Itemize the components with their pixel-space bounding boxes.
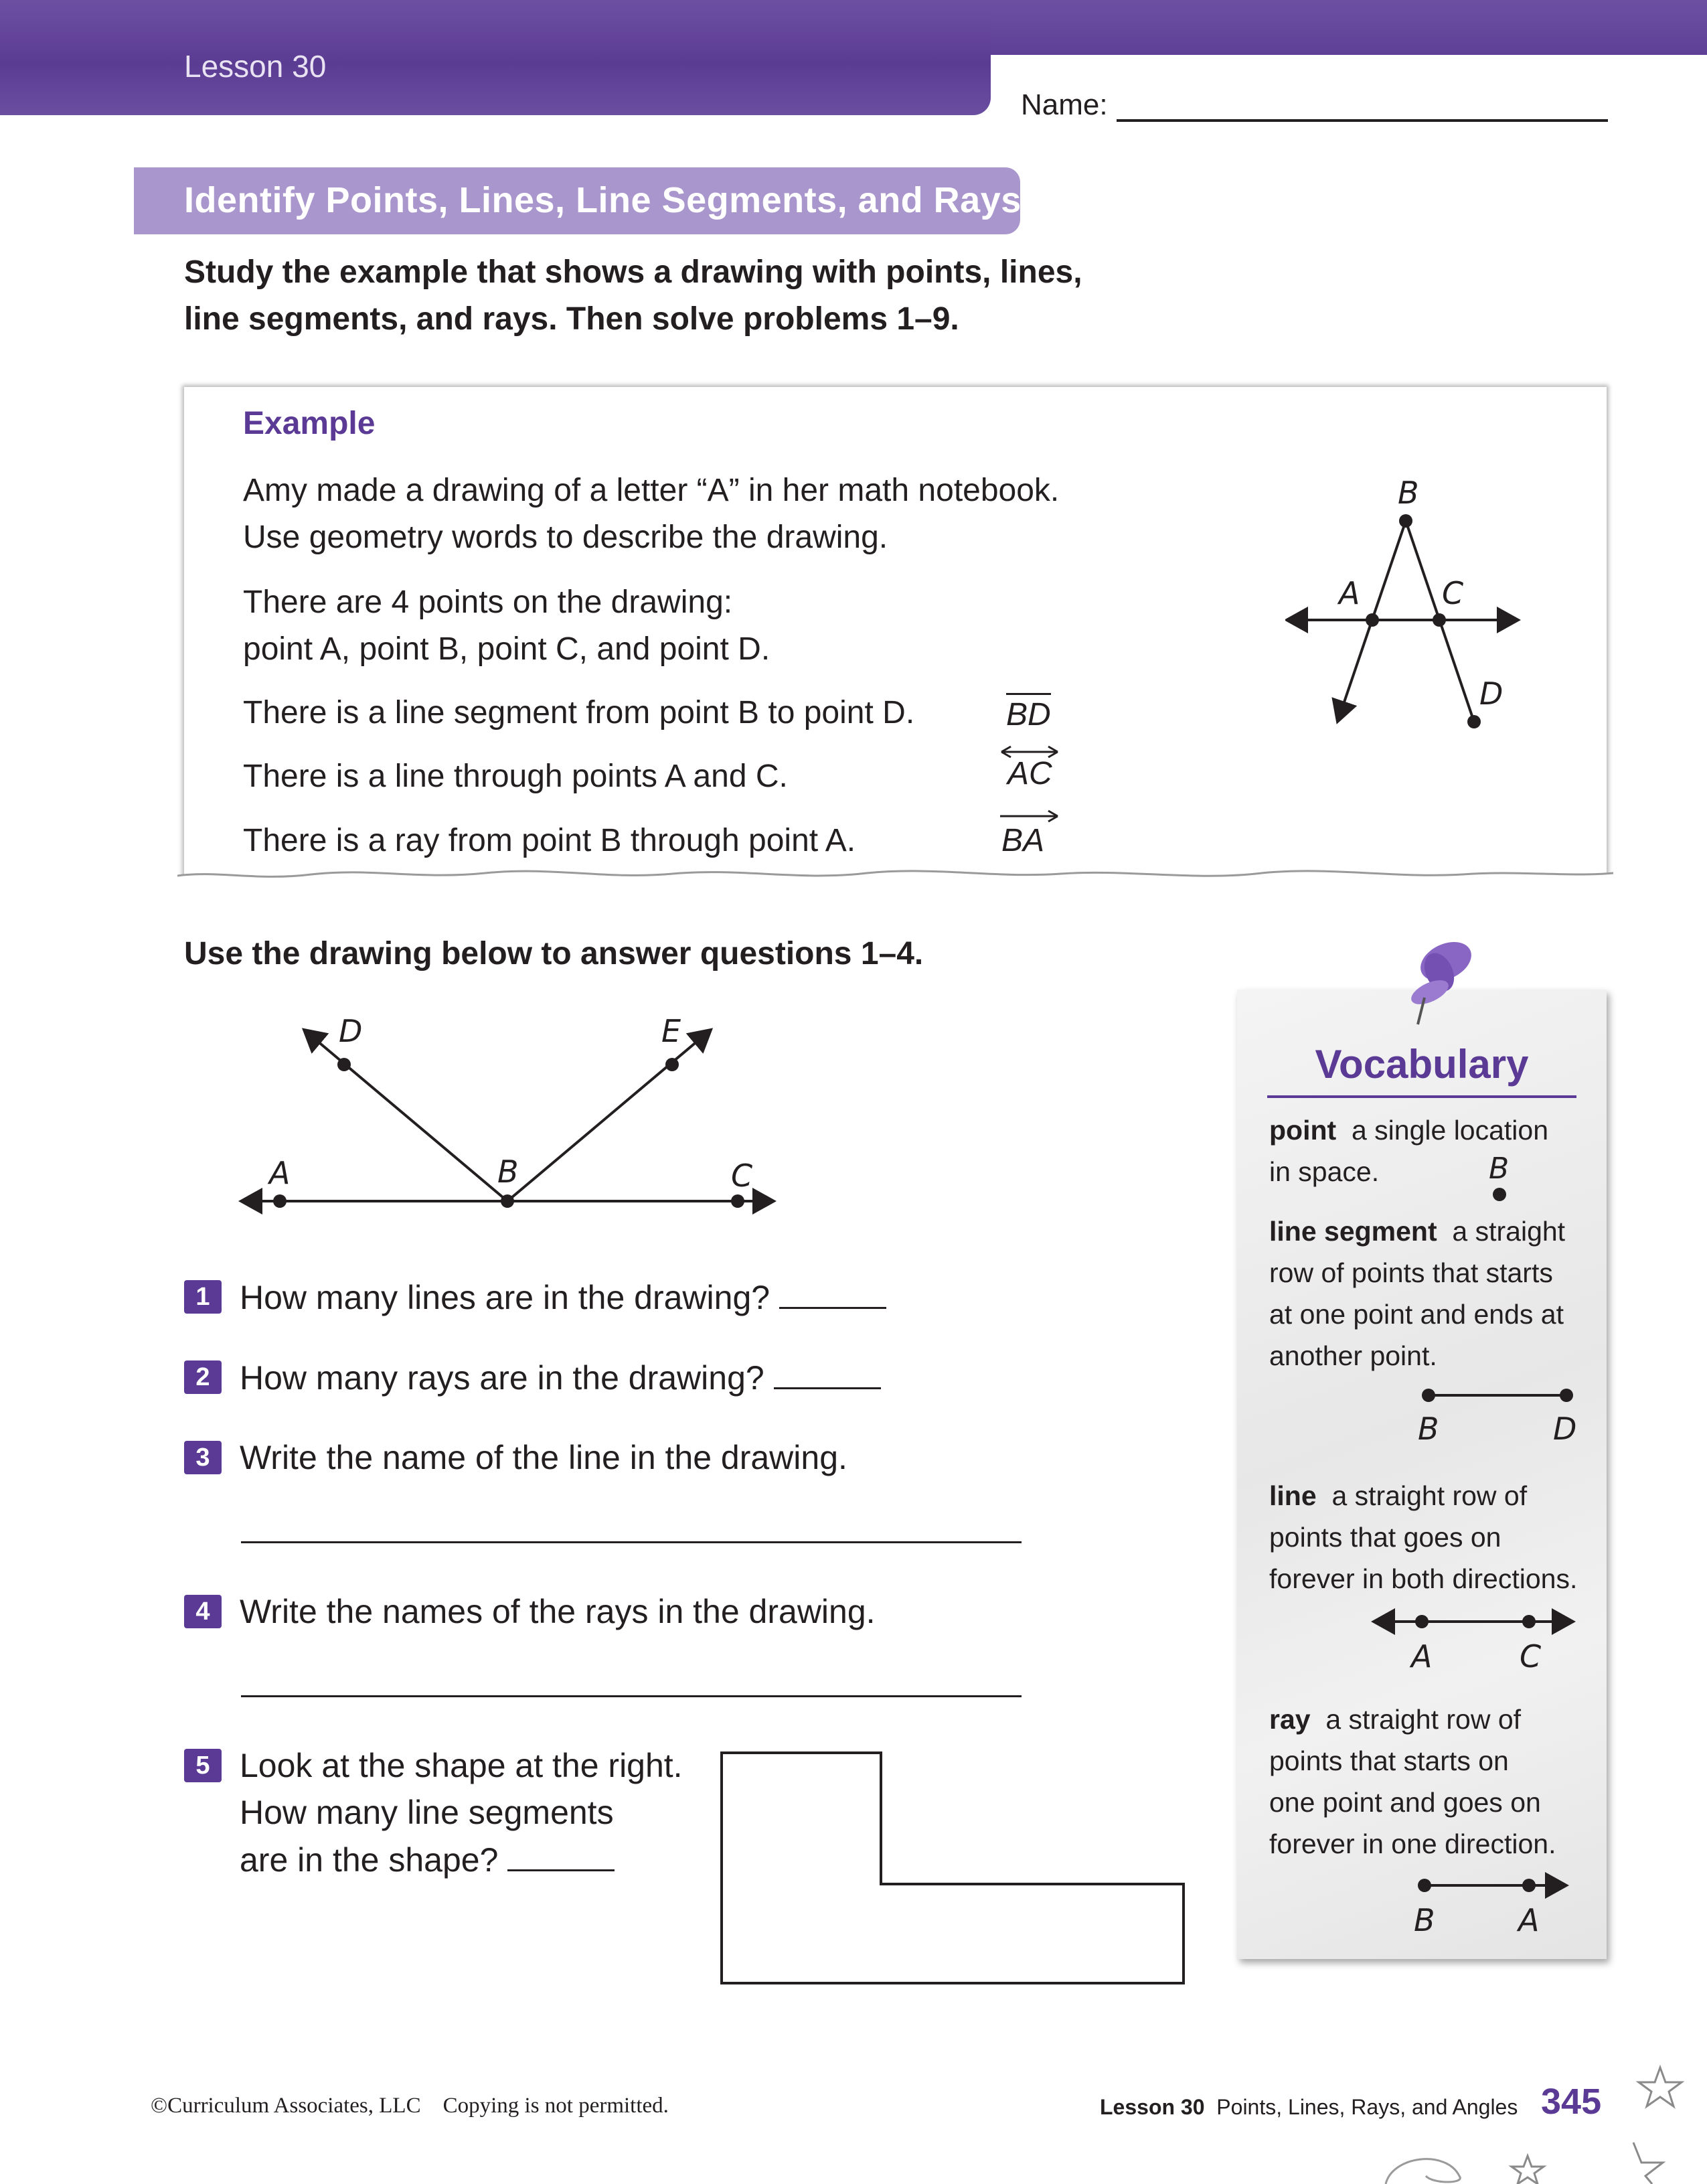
- vocab-line-term: line: [1269, 1480, 1317, 1511]
- vocab-segment-figure: [1406, 1379, 1593, 1453]
- label-a: A: [269, 1155, 291, 1191]
- vocab-point-dot: [1493, 1188, 1506, 1201]
- point-b: [501, 1194, 514, 1208]
- label-a: A: [1339, 575, 1360, 611]
- answer-blank-2[interactable]: [774, 1354, 881, 1389]
- point-a: [273, 1194, 287, 1208]
- example-points-line-1: There are 4 points on the drawing:: [243, 584, 733, 620]
- label-c: C: [731, 1158, 753, 1194]
- label-b: B: [497, 1154, 519, 1190]
- questions-drawing: [234, 1011, 783, 1225]
- label-d: D: [1479, 676, 1503, 712]
- intro-line-1: Study the example that shows a drawing with points, lines,: [184, 254, 1082, 290]
- vocab-line-def-1: a straight row of: [1331, 1480, 1528, 1511]
- label-b: B: [1398, 475, 1419, 511]
- point-c: [1433, 613, 1446, 627]
- question-4-text: Write the names of the rays in the drawing.: [240, 1593, 876, 1630]
- vocab-ray-label-b: B: [1414, 1902, 1435, 1938]
- vocab-segment-def-3: at one point and ends at: [1269, 1299, 1564, 1330]
- point-b: [1399, 514, 1412, 528]
- vocabulary-rule: [1267, 1095, 1576, 1098]
- ray-bd: [304, 1030, 507, 1201]
- point-a: [1366, 613, 1379, 627]
- vocab-segment-label-b: B: [1418, 1411, 1439, 1447]
- vocab-segment-def-1: a straight: [1452, 1216, 1566, 1247]
- question-1-text: How many lines are in the drawing?: [240, 1279, 770, 1316]
- vocab-segment-def-2: row of points that starts: [1269, 1257, 1553, 1288]
- page-number: 345: [1541, 2082, 1602, 2122]
- vocab-line: [1269, 1475, 1584, 1600]
- example-ray-text: There is a ray from point B through point A.: [243, 823, 856, 858]
- vocab-point-def-1: a single location: [1351, 1115, 1549, 1146]
- vocab-line-label-a: A: [1411, 1638, 1433, 1674]
- question-number-4: 4: [184, 1595, 222, 1628]
- question-2-text: How many rays are in the drawing?: [240, 1359, 764, 1397]
- vocab-segment: [1269, 1211, 1584, 1377]
- torn-edge: [177, 864, 1613, 890]
- header-band-right: [991, 0, 1707, 55]
- question-5: [240, 1742, 683, 1883]
- ray-notation-ba: BA: [1001, 823, 1045, 858]
- example-prompt: [243, 467, 1059, 561]
- point-e: [665, 1058, 679, 1071]
- question-number-3: 3: [184, 1441, 222, 1474]
- vocab-line-figure: [1366, 1606, 1587, 1676]
- vocab-ray-def-3: one point and goes on: [1269, 1787, 1541, 1818]
- answer-line-4[interactable]: [241, 1695, 1022, 1697]
- example-segment-text: There is a line segment from point B to point D.: [243, 695, 915, 730]
- question-2: [240, 1354, 881, 1401]
- vocab-ray-figure: [1399, 1869, 1580, 1943]
- vocab-ray: [1269, 1699, 1584, 1865]
- question-5-line-1: Look at the shape at the right.: [240, 1747, 683, 1784]
- vocab-segment-label-d: D: [1553, 1411, 1577, 1447]
- segment-notation-bd: BD: [1006, 693, 1051, 733]
- vocab-line-label-c: C: [1520, 1638, 1542, 1674]
- l-shape: [722, 1753, 1184, 1983]
- point-d: [337, 1058, 351, 1071]
- lesson-label: Lesson 30: [184, 49, 327, 84]
- example-prompt-line-2: Use geometry words to describe the drawing.: [243, 520, 888, 555]
- vocab-ray-def-4: forever in one direction.: [1269, 1828, 1556, 1859]
- footer-copyright: ©Curriculum Associates, LLC Copying is not permitted.: [151, 2094, 669, 2118]
- point-d: [1467, 715, 1481, 728]
- vocab-ray-def-1: a straight row of: [1325, 1704, 1522, 1735]
- example-prompt-line-1: Amy made a drawing of a letter “A” in her math notebook.: [243, 473, 1060, 508]
- question-3-text: Write the name of the line in the drawing.: [240, 1439, 847, 1476]
- question-number-2: 2: [184, 1360, 222, 1394]
- vocab-segment-def-4: another point.: [1269, 1340, 1437, 1371]
- vocab-point-term: point: [1269, 1115, 1337, 1146]
- vocab-point-def-2: in space.: [1269, 1156, 1380, 1187]
- line-notation-ac: AC: [1007, 756, 1052, 791]
- label-d: D: [339, 1013, 363, 1049]
- vocab-line-def-3: forever in both directions.: [1269, 1563, 1578, 1594]
- answer-line-3[interactable]: [241, 1541, 1022, 1543]
- example-line-text: There is a line through points A and C.: [243, 759, 788, 794]
- label-c: C: [1442, 575, 1464, 611]
- page-title: Identify Points, Lines, Line Segments, and Rays: [184, 180, 1022, 220]
- name-field[interactable]: [1117, 119, 1608, 122]
- intro-instructions: [184, 249, 1255, 343]
- questions-intro: Use the drawing below to answer questions 1–4.: [184, 936, 924, 971]
- vocab-ray-def-2: points that starts on: [1269, 1745, 1509, 1776]
- point-c: [731, 1194, 744, 1208]
- vocab-line-def-2: points that goes on: [1269, 1522, 1501, 1553]
- vocab-ray-term: ray: [1269, 1704, 1311, 1735]
- question-1: [240, 1273, 886, 1321]
- name-label: Name:: [1021, 88, 1108, 121]
- vocab-point-figure: [1479, 1150, 1520, 1204]
- example-points-line-2: point A, point B, point C, and point D.: [243, 631, 770, 667]
- ray-notation-arrow: [997, 809, 1062, 824]
- answer-blank-1[interactable]: [779, 1273, 886, 1309]
- example-heading: Example: [243, 406, 376, 441]
- vocab-segment-term: line segment: [1269, 1216, 1437, 1247]
- vocabulary-heading: Vocabulary: [1315, 1042, 1529, 1087]
- footer-lesson-title: Points, Lines, Rays, and Angles: [1216, 2095, 1518, 2119]
- question-5-line-2: How many line segments: [240, 1794, 614, 1831]
- example-points-text: [243, 579, 770, 673]
- l-shape-figure: [716, 1747, 1192, 1988]
- footer-lesson-number: Lesson 30: [1100, 2095, 1205, 2119]
- question-5-line-3: are in the shape?: [240, 1841, 499, 1879]
- decorative-stars-icon: [1372, 2055, 1707, 2184]
- vocab-point-label: B: [1489, 1152, 1510, 1186]
- pushpin-icon: [1398, 931, 1485, 1031]
- letter-a-figure: [1285, 469, 1533, 736]
- answer-blank-5[interactable]: [507, 1836, 615, 1871]
- question-number-1: 1: [184, 1280, 222, 1314]
- vocab-ray-label-a: A: [1518, 1902, 1540, 1938]
- intro-line-2: line segments, and rays. Then solve problems 1–9.: [184, 301, 959, 337]
- label-e: E: [661, 1013, 681, 1049]
- vocab-point: [1269, 1109, 1584, 1192]
- header-band: [0, 0, 991, 115]
- question-number-5: 5: [184, 1749, 222, 1782]
- ray-be: [507, 1030, 711, 1201]
